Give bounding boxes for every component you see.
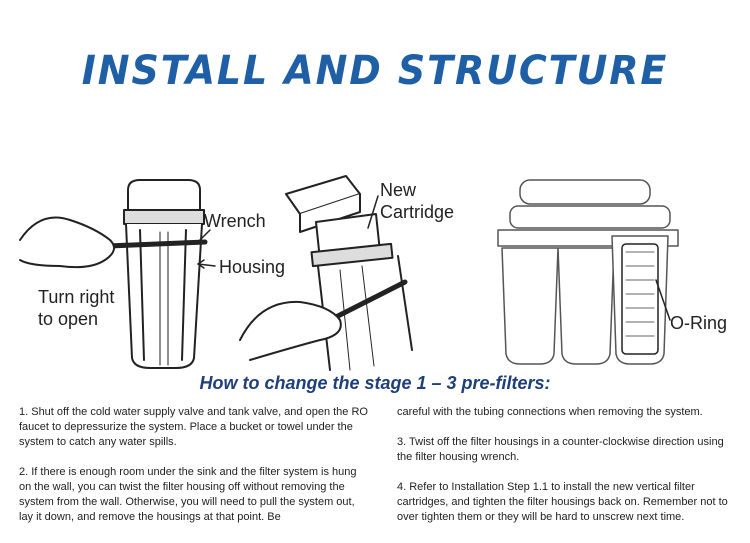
new-label: New [380,180,417,200]
hand-drawing [20,218,114,268]
cartridge-label: Cartridge [380,202,455,222]
ro-system-drawing [498,180,678,364]
filter-illustration [0,170,750,378]
step-3-text: 3. Twist off the filter housings in a counter-clockwise direction using the filter housing wrench. [397,436,724,463]
instructions-right-column [397,405,742,540]
housing-label: Housing [219,257,286,277]
to-open-label: to open [38,309,99,329]
step-2-text: 2. If there is enough room under the sink and the filter system is hung on the wall, you can twist the filter housing off without removing the system from the wall. Otherwise, you will need to pull the system out, lay it down, and remove the housings at that point. Be [19,466,357,523]
page-title: INSTALL AND STRUCTURE [81,48,669,94]
step-1-text: 1. Shut off the cold water supply valve and tank valve, and open the RO faucet to depressurize the system. Place a bucket or towel under the system to catch any water spills. [19,406,368,448]
oring-label: O-Ring [670,313,728,333]
instructions-left-column [19,405,369,540]
turn-right-label: Turn right [38,287,115,307]
wrench-label: Wrench [204,211,266,231]
filter-housing-drawing [124,180,204,368]
section-title: How to change the stage 1 – 3 pre-filters: [199,373,551,393]
step-4-text: 4. Refer to Installation Step 1.1 to install the new vertical filter cartridges, and tighten the filter housings back on. Remember not to over tighten them or they will be hard to unscrew next time. [397,481,728,523]
step-2-continued-text: careful with the tubing connections when removing the system. [397,406,703,418]
